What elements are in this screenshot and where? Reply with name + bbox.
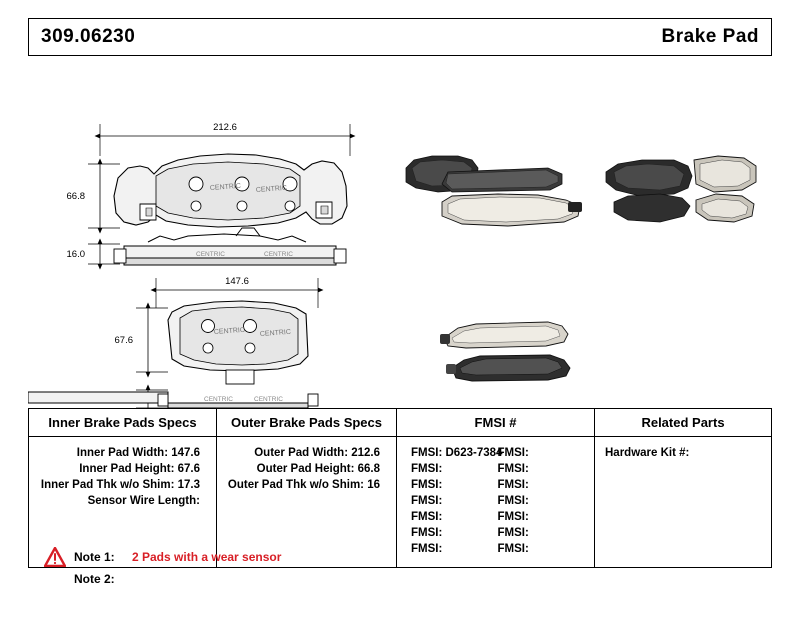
fmsi-row: FMSI: — [497, 495, 529, 507]
outer-pad-thickness-dimension — [67, 244, 121, 264]
column-header-fmsi: FMSI # — [397, 409, 595, 436]
svg-text:66.8: 66.8 — [66, 191, 85, 202]
product-photo-pad-side — [440, 322, 570, 381]
svg-text:CENTRIC: CENTRIC — [254, 396, 283, 403]
outer-pad-thickness-row: Outer Pad Thk w/o Shim: 16 — [227, 479, 380, 491]
specification-table — [28, 408, 772, 568]
inner-pad-height-dimension — [115, 308, 169, 372]
svg-text:CENTRIC: CENTRIC — [255, 184, 288, 194]
inner-pad-thickness-row: Inner Pad Thk w/o Shim: 17.3 — [40, 479, 200, 491]
inner-pad-top-view — [168, 301, 308, 384]
sensor-wire-length-row: Sensor Wire Length: — [87, 495, 200, 507]
inner-pad-width-row: Inner Pad Width: 147.6 — [76, 447, 200, 459]
fmsi-row: FMSI: — [411, 527, 443, 539]
svg-text:16.0: 16.0 — [66, 249, 85, 260]
fmsi-row: FMSI: — [411, 511, 443, 523]
column-header-inner-specs: Inner Brake Pads Specs — [29, 409, 217, 436]
fmsi-row: FMSI: — [497, 511, 529, 523]
svg-text:CENTRIC: CENTRIC — [213, 326, 246, 336]
document-header — [28, 18, 772, 56]
spec-table-header — [29, 409, 771, 437]
column-header-related-parts: Related Parts — [641, 415, 725, 430]
fmsi-row: FMSI: — [497, 479, 529, 491]
part-number: 309.06230 — [41, 26, 136, 47]
note-2-label: Note 2: — [74, 572, 115, 586]
fmsi-row: FMSI: — [497, 543, 529, 555]
inner-pad-side-view — [28, 392, 318, 408]
svg-text:CENTRIC: CENTRIC — [259, 328, 292, 338]
fmsi-column-left — [411, 445, 503, 557]
fmsi-row: FMSI: — [497, 527, 529, 539]
outer-pad-height-dimension — [67, 164, 121, 228]
drawing-canvas — [28, 56, 772, 408]
page-title: Brake Pad — [661, 26, 759, 47]
fmsi-row: FMSI: — [411, 543, 443, 555]
fmsi-row: FMSI: D623-7384 — [411, 447, 503, 459]
fmsi-row: FMSI: — [411, 463, 443, 475]
notes-section — [28, 546, 772, 590]
fmsi-row: FMSI: — [411, 495, 443, 507]
fmsi-row: FMSI: — [497, 447, 529, 459]
outer-pad-width-dimension — [100, 122, 350, 156]
svg-text:CENTRIC: CENTRIC — [196, 251, 225, 258]
outer-pad-top-view — [114, 154, 347, 227]
outer-pad-height-row: Outer Pad Height: 66.8 — [256, 463, 380, 475]
note-2-line — [28, 568, 772, 590]
fmsi-row: FMSI: — [497, 463, 529, 475]
outer-pad-side-view — [114, 228, 346, 265]
svg-text:212.6: 212.6 — [213, 122, 237, 133]
hardware-kit-row: Hardware Kit #: — [605, 447, 690, 459]
technical-drawing — [28, 56, 772, 408]
svg-text:CENTRIC: CENTRIC — [204, 396, 233, 403]
svg-text:CENTRIC: CENTRIC — [209, 182, 242, 192]
svg-text:147.6: 147.6 — [225, 276, 249, 287]
note-1-label: Note 1: — [74, 550, 115, 564]
note-1-value: 2 Pads with a wear sensor — [132, 550, 282, 564]
inner-pad-height-row: Inner Pad Height: 67.6 — [79, 463, 200, 475]
document-page — [28, 18, 772, 600]
fmsi-row: FMSI: — [411, 479, 443, 491]
svg-text:CENTRIC: CENTRIC — [264, 251, 293, 258]
fmsi-column-right — [498, 445, 585, 557]
outer-pad-width-row: Outer Pad Width: 212.6 — [254, 447, 380, 459]
product-photo-pad-set — [406, 156, 756, 226]
note-1-line — [28, 546, 772, 568]
column-header-outer-specs: Outer Brake Pads Specs — [217, 409, 397, 436]
warning-icon — [44, 547, 66, 567]
svg-text:67.6: 67.6 — [114, 335, 133, 346]
